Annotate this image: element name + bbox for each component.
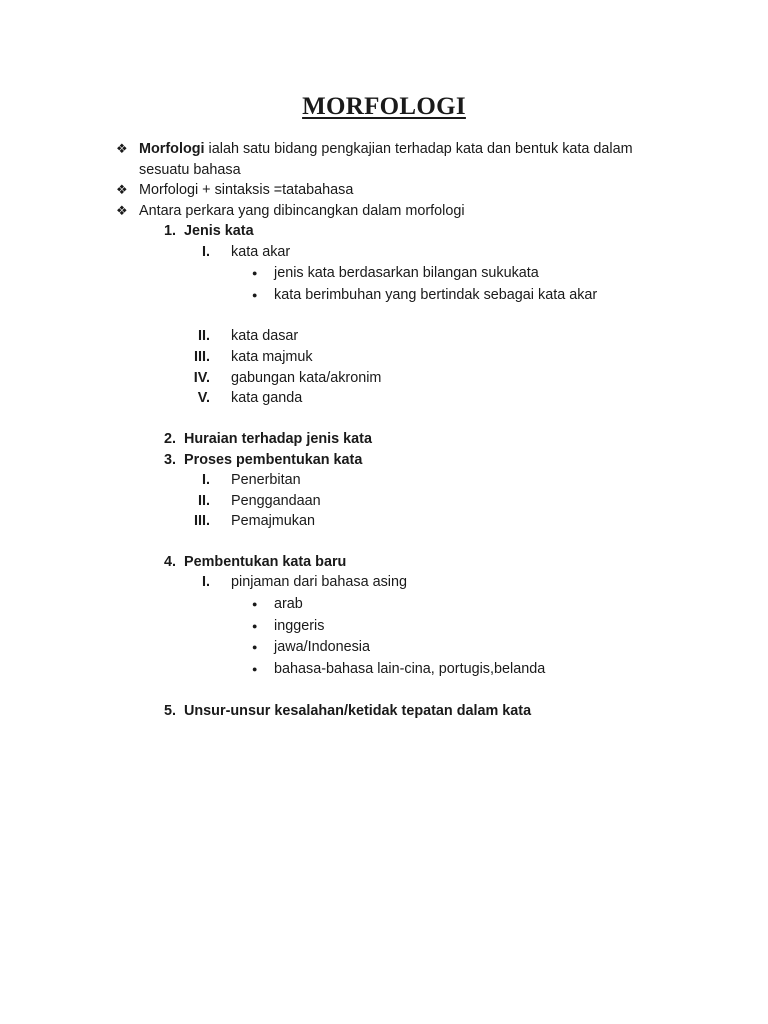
page-title: MORFOLOGI — [302, 93, 466, 120]
subtopic-item: gabungan kata/akronim — [231, 370, 382, 386]
topic-number: 2. — [163, 431, 176, 447]
roman-numeral: I. — [202, 244, 210, 260]
topic-heading: Unsur-unsur kesalahan/ketidak tepatan dalam kata — [184, 703, 532, 719]
point-item: jawa/Indonesia — [274, 639, 371, 655]
bullet-dot-icon: ● — [252, 642, 258, 652]
subtopic-item: kata ganda — [231, 390, 303, 406]
bullet-perkara: Antara perkara yang dibincangkan dalam morfologi — [139, 203, 465, 219]
roman-numeral: III. — [194, 349, 210, 365]
bullet-tatabahasa: Morfologi + sintaksis =tatabahasa — [139, 182, 354, 198]
diamond-bullet-icon: ❖ — [116, 182, 128, 197]
topic-heading: Jenis kata — [184, 223, 254, 239]
topic-heading: Pembentukan kata baru — [184, 554, 347, 570]
roman-numeral: II. — [198, 493, 210, 509]
point-item: bahasa-bahasa lain-cina, portugis,belanda — [274, 661, 546, 677]
subtopic-item: kata akar — [231, 244, 291, 260]
topic-number: 3. — [163, 452, 176, 468]
point-item: jenis kata berdasarkan bilangan sukukata — [274, 265, 539, 281]
subtopic-item: Penerbitan — [231, 472, 301, 488]
subtopic-item: kata dasar — [231, 328, 299, 344]
topic-number: 4. — [163, 554, 176, 570]
subtopic-item: pinjaman dari bahasa asing — [231, 574, 408, 590]
roman-numeral: II. — [198, 328, 210, 344]
bullet-dot-icon: ● — [252, 268, 258, 278]
roman-numeral: III. — [194, 513, 210, 529]
topic-heading: Huraian terhadap jenis kata — [184, 431, 372, 447]
point-item: kata berimbuhan yang bertindak sebagai kata akar — [274, 287, 598, 303]
definition-continuation: sesuatu bahasa — [139, 162, 241, 178]
term-bold: Morfologi — [139, 141, 205, 157]
topic-number: 1. — [163, 223, 176, 239]
roman-numeral: I. — [202, 574, 210, 590]
topic-number: 5. — [163, 703, 176, 719]
bullet-definition — [139, 139, 633, 159]
subtopic-item: Penggandaan — [231, 493, 321, 509]
bullet-dot-icon: ● — [252, 664, 258, 674]
topic-heading: Proses pembentukan kata — [184, 452, 363, 468]
subtopic-item: kata majmuk — [231, 349, 313, 365]
diamond-bullet-icon: ❖ — [116, 141, 128, 156]
roman-numeral: V. — [197, 390, 210, 406]
point-item: arab — [274, 596, 303, 612]
roman-numeral: IV. — [193, 370, 210, 386]
subtopic-item: Pemajmukan — [231, 513, 315, 529]
diamond-bullet-icon: ❖ — [116, 203, 128, 218]
bullet-dot-icon: ● — [252, 290, 258, 300]
roman-numeral: I. — [202, 472, 210, 488]
bullet-dot-icon: ● — [252, 599, 258, 609]
bullet-dot-icon: ● — [252, 621, 258, 631]
definition-text: ialah satu bidang pengkajian terhadap kata dan bentuk kata dalam — [204, 141, 633, 157]
point-item: inggeris — [274, 618, 325, 634]
